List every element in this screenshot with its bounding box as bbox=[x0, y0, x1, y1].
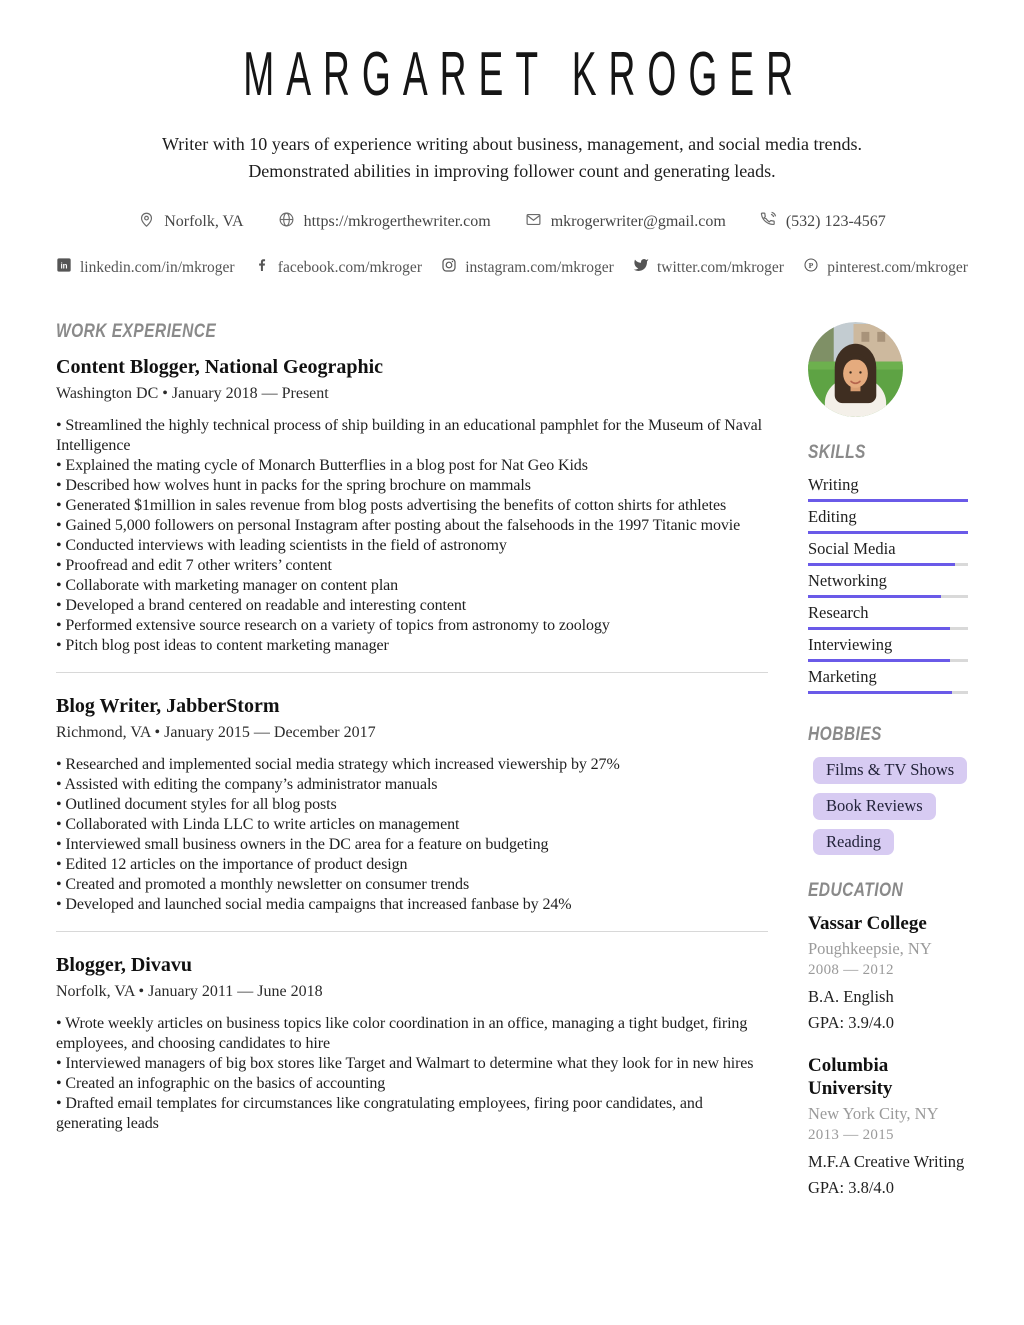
school-location: New York City, NY bbox=[808, 1103, 939, 1123]
skill-item bbox=[808, 635, 968, 662]
job-bullet: • Created an infographic on the basics of accounting bbox=[56, 1075, 386, 1093]
job-title: Content Blogger, National Geographic bbox=[56, 356, 384, 379]
skill-bar-fill bbox=[808, 595, 941, 598]
envelope-icon bbox=[525, 211, 542, 233]
facebook-icon bbox=[254, 257, 270, 278]
skill-bar-fill bbox=[808, 531, 968, 534]
contact-row bbox=[56, 211, 968, 233]
section-divider bbox=[56, 931, 768, 932]
contact-website-text[interactable]: https://mkrogerthewriter.com bbox=[303, 213, 491, 231]
school-columbia bbox=[808, 1055, 968, 1198]
job-bullets bbox=[56, 1014, 768, 1134]
job-title: Blogger, Divavu bbox=[56, 954, 192, 977]
skill-bar-fill bbox=[808, 627, 950, 630]
school-years: 2008 — 2012 bbox=[808, 962, 894, 979]
job-bullets bbox=[56, 416, 768, 656]
contact-phone-text: (532) 123-4567 bbox=[785, 213, 886, 231]
social-pinterest-text[interactable]: pinterest.com/mkroger bbox=[827, 258, 968, 276]
social-row bbox=[56, 257, 968, 278]
instagram-icon bbox=[441, 257, 457, 278]
hobby-tags bbox=[813, 757, 968, 855]
school-vassar bbox=[808, 913, 968, 1033]
school-name: Vassar College bbox=[808, 913, 927, 935]
job-bullet: • Edited 12 articles on the importance of product design bbox=[56, 856, 408, 874]
contact-location bbox=[138, 211, 243, 233]
job-bullet: • Developed and launched social media campaigns that increased fanbase by 24% bbox=[56, 896, 572, 914]
section-divider bbox=[56, 672, 768, 673]
skill-item bbox=[808, 507, 968, 534]
twitter-icon bbox=[633, 257, 649, 278]
globe-icon bbox=[278, 211, 295, 233]
job-bullet: • Gained 5,000 followers on personal Instagram after posting about the falsehoods in the 1997 Titanic movie bbox=[56, 517, 741, 535]
social-pinterest[interactable] bbox=[803, 257, 968, 278]
hobby-tag: Reading bbox=[813, 829, 894, 856]
summary-text: Writer with 10 years of experience writing about business, management, and social media trends. Demonstrated abilities in improving follower count and generating leads. bbox=[161, 134, 863, 182]
job-bullet: • Assisted with editing the company’s administrator manuals bbox=[56, 776, 438, 794]
job-bullet: • Generated $1million in sales revenue from blog posts advertising the benefits of cotton shirts for athletes bbox=[56, 497, 727, 515]
school-name: Columbia University bbox=[808, 1055, 893, 1100]
school-gpa: GPA: 3.9/4.0 bbox=[808, 1013, 895, 1033]
skill-bar-fill bbox=[808, 563, 955, 566]
header bbox=[56, 42, 968, 278]
job-title: Blog Writer, JabberStorm bbox=[56, 695, 280, 718]
job-jabberstorm bbox=[56, 695, 768, 915]
social-linkedin-text[interactable]: linkedin.com/in/mkroger bbox=[80, 258, 235, 276]
skill-label: Editing bbox=[808, 507, 857, 527]
work-experience-heading: WORK EXPERIENCE bbox=[56, 321, 217, 343]
job-bullet: • Interviewed managers of big box stores like Target and Walmart to determine what they look for in new hires bbox=[56, 1055, 754, 1073]
skill-bar-fill bbox=[808, 659, 950, 662]
education-heading: EDUCATION bbox=[808, 880, 904, 902]
social-facebook-text[interactable]: facebook.com/mkroger bbox=[277, 258, 422, 276]
contact-phone bbox=[760, 211, 886, 233]
pinterest-icon bbox=[803, 257, 819, 278]
skill-label: Social Media bbox=[808, 539, 896, 559]
skill-bar-fill bbox=[808, 691, 952, 694]
job-bullet: • Described how wolves hunt in packs for the spring brochure on mammals bbox=[56, 477, 531, 495]
school-years: 2013 — 2015 bbox=[808, 1126, 894, 1143]
job-bullets bbox=[56, 755, 768, 915]
job-bullet: • Wrote weekly articles on business topics like color coordination in an office, managing a tight budget, firing employees, and choosing candidates to hire bbox=[56, 1015, 748, 1053]
job-meta: Washington DC • January 2018 — Present bbox=[56, 385, 329, 403]
job-bullet: • Developed a brand centered on readable and interesting content bbox=[56, 597, 467, 615]
contact-email[interactable] bbox=[525, 211, 726, 233]
skill-item bbox=[808, 603, 968, 630]
job-national-geographic bbox=[56, 356, 768, 656]
skill-bar-track bbox=[808, 659, 968, 662]
skill-bar-track bbox=[808, 563, 968, 566]
social-facebook[interactable] bbox=[254, 257, 422, 278]
job-meta: Norfolk, VA • January 2011 — June 2018 bbox=[56, 983, 323, 1001]
skills-heading: SKILLS bbox=[808, 442, 866, 464]
skills-list bbox=[808, 475, 968, 694]
main-column bbox=[56, 322, 768, 1198]
job-bullet: • Outlined document styles for all blog posts bbox=[56, 796, 337, 814]
hobby-tag: Films & TV Shows bbox=[813, 757, 967, 784]
job-bullet: • Drafted email templates for circumstances like congratulating employees, firing poor candidates, and generating leads bbox=[56, 1095, 703, 1133]
school-location: Poughkeepsie, NY bbox=[808, 939, 932, 959]
skill-bar-track bbox=[808, 499, 968, 502]
skill-label: Research bbox=[808, 603, 869, 623]
job-meta: Richmond, VA • January 2015 — December 2017 bbox=[56, 724, 376, 742]
skill-bar-track bbox=[808, 595, 968, 598]
skill-item bbox=[808, 571, 968, 598]
contact-email-text[interactable]: mkrogerwriter@gmail.com bbox=[550, 213, 726, 231]
svg-text:in: in bbox=[60, 261, 68, 271]
job-bullet: • Performed extensive source research on a variety of topics from astronomy to zoology bbox=[56, 617, 610, 635]
job-bullet: • Collaborate with marketing manager on content plan bbox=[56, 577, 399, 595]
hobbies-heading: HOBBIES bbox=[808, 724, 882, 746]
school-degree: M.F.A Creative Writing bbox=[808, 1151, 965, 1171]
skill-bar-track bbox=[808, 531, 968, 534]
social-instagram[interactable] bbox=[441, 257, 614, 278]
skill-item bbox=[808, 539, 968, 566]
profile-photo bbox=[808, 322, 903, 417]
job-bullet: • Created and promoted a monthly newsletter on consumer trends bbox=[56, 876, 470, 894]
skill-label: Interviewing bbox=[808, 635, 893, 655]
job-bullet: • Proofread and edit 7 other writers’ content bbox=[56, 557, 332, 575]
job-bullet: • Collaborated with Linda LLC to write articles on management bbox=[56, 816, 460, 834]
contact-location-text: Norfolk, VA bbox=[164, 213, 244, 231]
linkedin-icon bbox=[56, 257, 72, 278]
social-instagram-text[interactable]: instagram.com/mkroger bbox=[465, 258, 614, 276]
school-gpa: GPA: 3.8/4.0 bbox=[808, 1177, 895, 1197]
svg-text:P: P bbox=[808, 260, 814, 270]
skill-item bbox=[808, 667, 968, 694]
skill-label: Writing bbox=[808, 475, 859, 495]
skill-bar-track bbox=[808, 691, 968, 694]
social-twitter[interactable] bbox=[633, 257, 784, 278]
skill-label: Marketing bbox=[808, 667, 877, 687]
hobby-tag: Book Reviews bbox=[813, 793, 936, 820]
job-bullet: • Explained the mating cycle of Monarch Butterflies in a blog post for Nat Geo Kids bbox=[56, 457, 588, 475]
job-bullet: • Interviewed small business owners in the DC area for a feature on budgeting bbox=[56, 836, 549, 854]
sidebar bbox=[808, 322, 968, 1198]
job-bullet: • Streamlined the highly technical process of ship building in an educational pamphlet for the Museum of Naval Intelligence bbox=[56, 417, 762, 455]
skill-bar-track bbox=[808, 627, 968, 630]
social-linkedin[interactable] bbox=[56, 257, 235, 278]
skill-item bbox=[808, 475, 968, 502]
job-divavu bbox=[56, 954, 768, 1134]
page-title: MARGARET KROGER bbox=[243, 40, 805, 109]
phone-icon bbox=[760, 211, 777, 233]
job-bullet: • Researched and implemented social media strategy which increased viewership by 27% bbox=[56, 756, 620, 774]
skill-bar-fill bbox=[808, 499, 968, 502]
social-twitter-text[interactable]: twitter.com/mkroger bbox=[656, 258, 784, 276]
job-bullet: • Pitch blog post ideas to content marketing manager bbox=[56, 637, 389, 655]
school-degree: B.A. English bbox=[808, 987, 894, 1007]
contact-website[interactable] bbox=[278, 211, 491, 233]
location-pin-icon bbox=[138, 211, 155, 233]
job-bullet: • Conducted interviews with leading scientists in the field of astronomy bbox=[56, 537, 507, 555]
skill-label: Networking bbox=[808, 571, 887, 591]
